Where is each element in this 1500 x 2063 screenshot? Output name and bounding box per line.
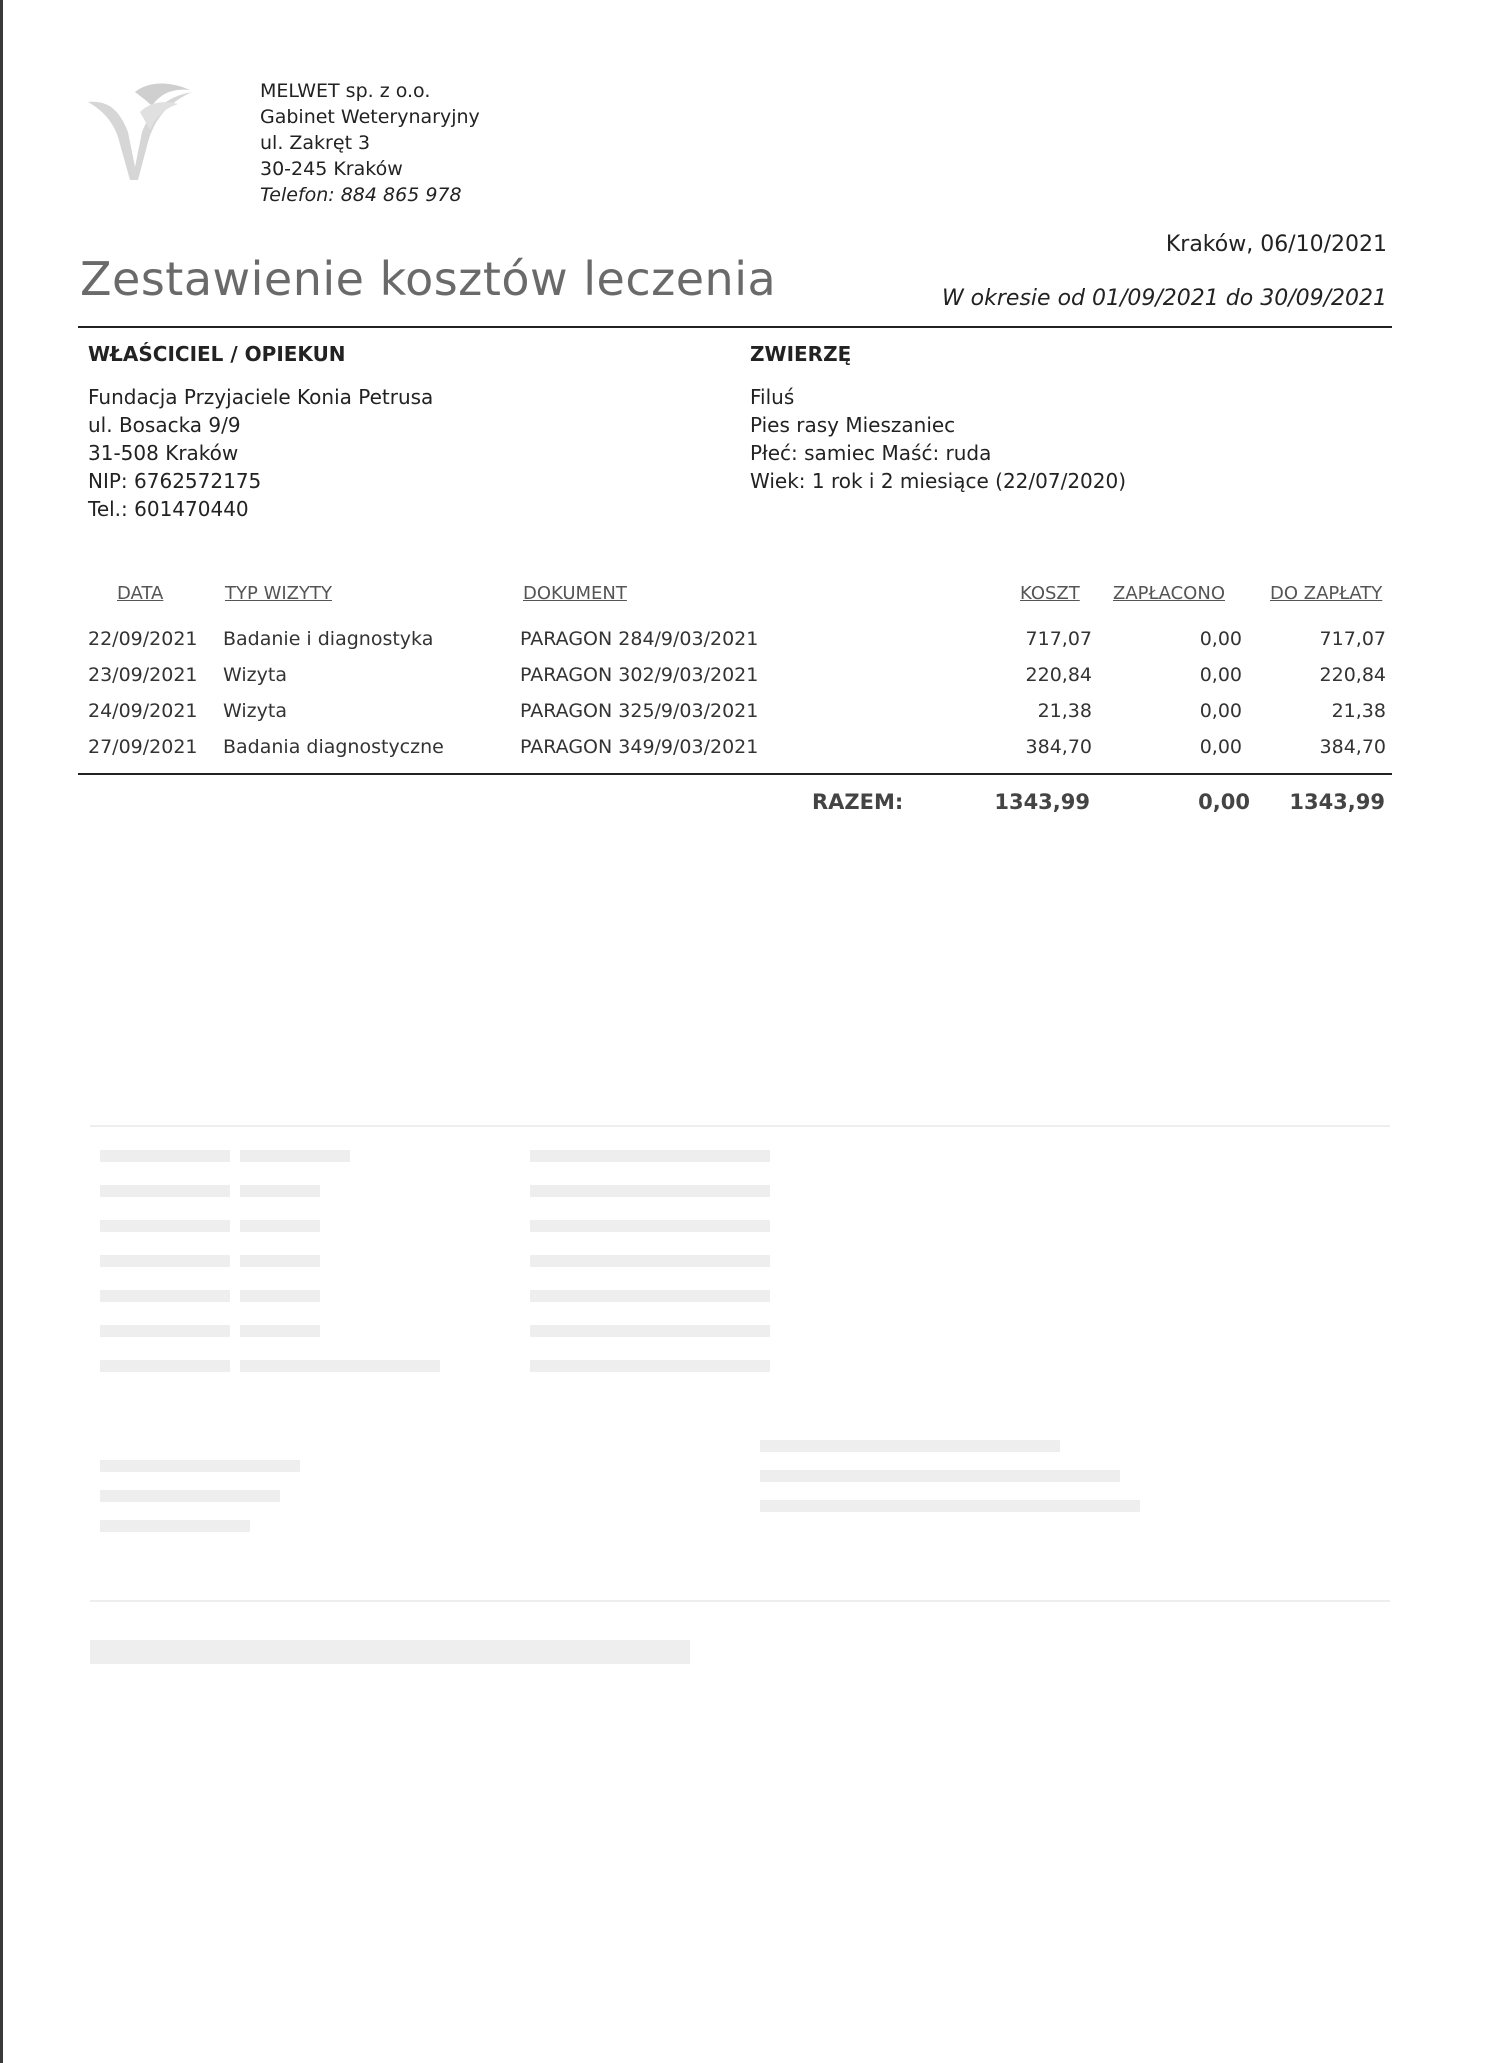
owner-section xyxy=(88,340,433,523)
company-subtitle: Gabinet Weterynaryjny xyxy=(260,106,480,128)
company-city: 30-245 Kraków xyxy=(260,158,403,180)
company-phone: Telefon: 884 865 978 xyxy=(260,184,462,206)
owner-line: Fundacja Przyjaciele Konia Petrusa xyxy=(88,385,434,409)
header-type: TYP WIZYTY xyxy=(225,583,332,604)
owner-line: 31-508 Kraków xyxy=(88,441,239,465)
header-date: DATA xyxy=(117,583,164,604)
company-block xyxy=(260,78,480,208)
bleed-through-artifact xyxy=(0,1080,1500,1980)
cell-due: 220,84 xyxy=(1319,664,1386,686)
total-label: RAZEM: xyxy=(812,790,904,814)
cell-due: 384,70 xyxy=(1319,736,1386,758)
animal-section xyxy=(750,340,1126,495)
cell-paid: 0,00 xyxy=(1199,664,1242,686)
header-paid: ZAPŁACONO xyxy=(1113,583,1225,604)
cell-paid: 0,00 xyxy=(1199,628,1242,650)
cell-date: 24/09/2021 xyxy=(88,700,198,722)
cell-paid: 0,00 xyxy=(1199,736,1242,758)
cell-type: Wizyta xyxy=(223,664,287,686)
owner-heading: WŁAŚCICIEL / OPIEKUN xyxy=(88,342,346,366)
bottom-divider xyxy=(78,773,1392,775)
cell-cost: 220,84 xyxy=(1025,664,1092,686)
animal-line: Płeć: samiec Maść: ruda xyxy=(750,441,992,465)
cell-document: PARAGON 302/9/03/2021 xyxy=(520,664,759,686)
cell-due: 21,38 xyxy=(1331,700,1386,722)
place-date: Kraków, 06/10/2021 xyxy=(1165,232,1387,257)
cell-cost: 717,07 xyxy=(1025,628,1092,650)
cell-date: 27/09/2021 xyxy=(88,736,198,758)
owner-line: ul. Bosacka 9/9 xyxy=(88,413,241,437)
cell-type: Badanie i diagnostyka xyxy=(223,628,434,650)
cell-date: 23/09/2021 xyxy=(88,664,198,686)
top-divider xyxy=(78,326,1392,328)
cell-document: PARAGON 284/9/03/2021 xyxy=(520,628,759,650)
cell-type: Badania diagnostyczne xyxy=(223,736,444,758)
billing-period: W okresie od 01/09/2021 do 30/09/2021 xyxy=(941,286,1387,311)
animal-line: Filuś xyxy=(750,385,795,409)
header-document: DOKUMENT xyxy=(523,583,627,604)
animal-heading: ZWIERZĘ xyxy=(750,342,852,366)
total-paid: 0,00 xyxy=(1198,790,1250,814)
total-cost: 1343,99 xyxy=(994,790,1090,814)
company-name: MELWET sp. z o.o. xyxy=(260,80,431,102)
header-due: DO ZAPŁATY xyxy=(1270,583,1383,604)
owner-line: NIP: 6762572175 xyxy=(88,469,262,493)
table-row xyxy=(0,700,1500,736)
cell-type: Wizyta xyxy=(223,700,287,722)
animal-line: Pies rasy Mieszaniec xyxy=(750,413,956,437)
table-row xyxy=(0,664,1500,700)
table-row xyxy=(0,736,1500,772)
cell-cost: 384,70 xyxy=(1025,736,1092,758)
cell-document: PARAGON 349/9/03/2021 xyxy=(520,736,759,758)
header-cost: KOSZT xyxy=(1020,583,1080,604)
document-title: Zestawienie kosztów leczenia xyxy=(80,252,777,306)
cell-date: 22/09/2021 xyxy=(88,628,198,650)
cell-paid: 0,00 xyxy=(1199,700,1242,722)
clinic-logo-icon xyxy=(80,72,200,187)
cell-due: 717,07 xyxy=(1319,628,1386,650)
company-street: ul. Zakręt 3 xyxy=(260,132,371,154)
table-row xyxy=(0,628,1500,664)
animal-line: Wiek: 1 rok i 2 miesiące (22/07/2020) xyxy=(750,469,1127,493)
cell-document: PARAGON 325/9/03/2021 xyxy=(520,700,759,722)
cell-cost: 21,38 xyxy=(1037,700,1092,722)
total-due: 1343,99 xyxy=(1289,790,1385,814)
owner-line: Tel.: 601470440 xyxy=(88,497,249,521)
